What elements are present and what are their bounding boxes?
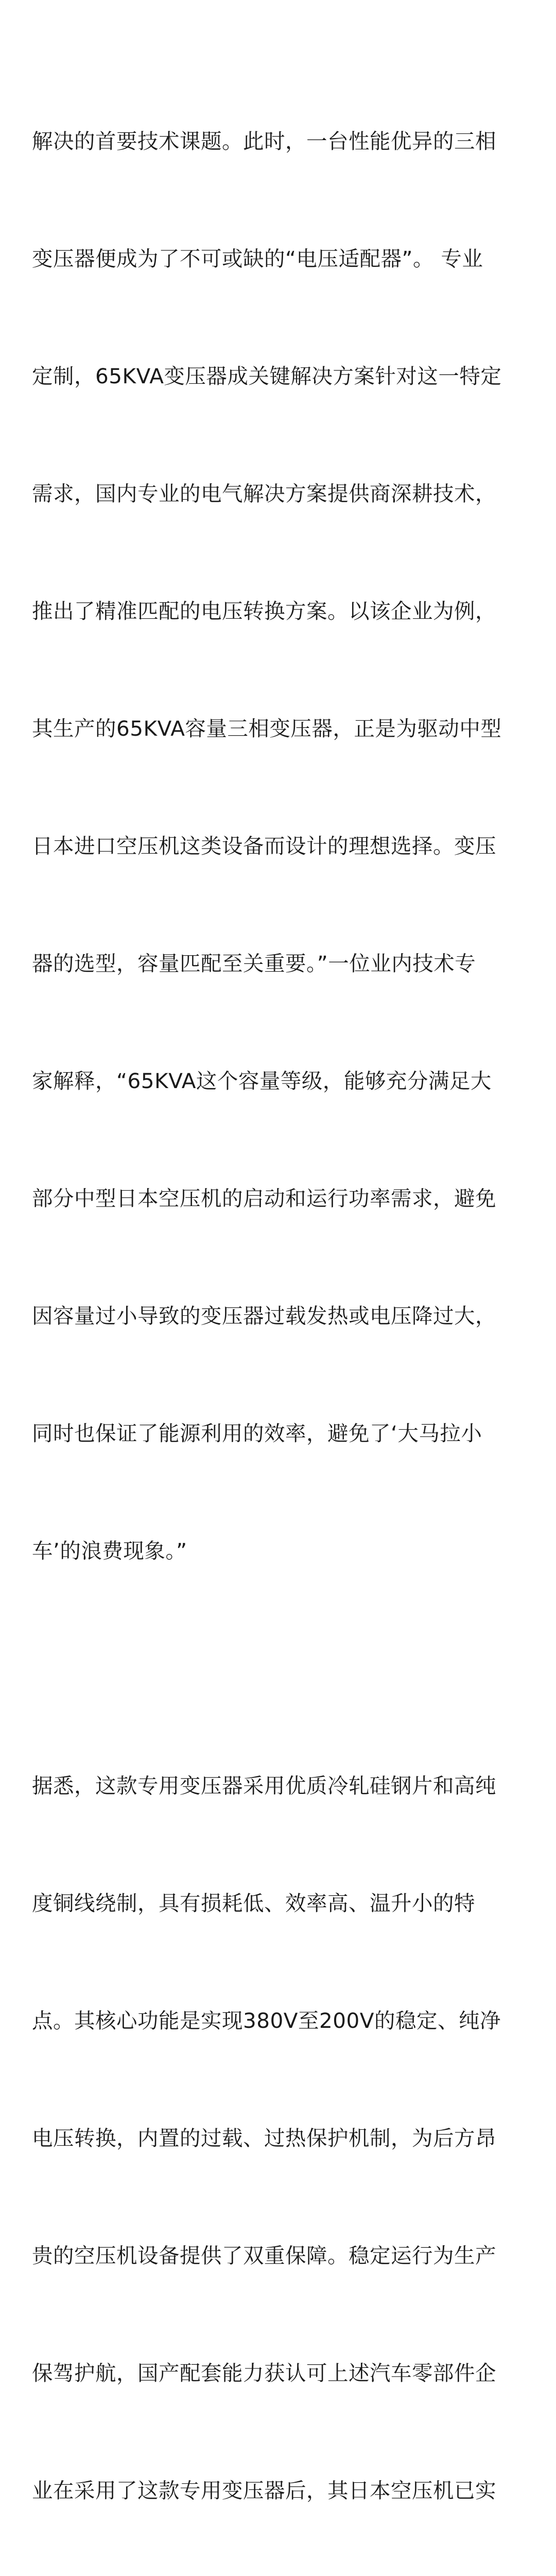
text-line: 解决的首要技术课题。此时，一台性能优异的三相 [32,129,496,154]
paragraph-2 [32,1688,526,2576]
text-line: 变压器便成为了不可或缺的“电压适配器”。 专业 [32,246,483,271]
text-line: 因容量过小导致的变压器过载发热或电压降过大， [32,1303,496,1328]
text-line: 需求，国内专业的电气解决方案提供商深耕技术， [32,481,496,506]
text-line: 保驾护航，国产配套能力获认可上述汽车零部件企 [32,2361,496,2385]
text-line: 定制，65KVA变压器成关键解决方案针对这一特定 [32,364,502,388]
article-body [32,43,526,2576]
text-line: 同时也保证了能源利用的效率，避免了‘大马拉小 [32,1421,482,1446]
text-line: 车’的浪费现象。” [32,1538,187,1563]
text-line: 据悉，这款专用变压器采用优质冷轧硅钢片和高纯 [32,1773,496,1798]
paragraph-spacer [32,1649,526,1688]
text-line: 其生产的65KVA容量三相变压器，正是为驱动中型 [32,716,502,741]
text-line: 度铜线绕制，具有损耗低、效率高、温升小的特 [32,1891,475,1916]
text-line: 电压转换，内置的过载、过热保护机制，为后方昂 [32,2126,496,2150]
text-line: 点。其核心功能是实现380V至200V的稳定、纯净 [32,2008,501,2033]
text-line: 推出了精准匹配的电压转换方案。以该企业为例， [32,599,496,623]
text-line: 器的选型，容量匹配至关重要。”一位业内技术专 [32,951,476,976]
paragraph-1 [32,43,526,1649]
text-line: 贵的空压机设备提供了双重保障。稳定运行为生产 [32,2243,496,2268]
text-line: 家解释，“65KVA这个容量等级，能够充分满足大 [32,1069,492,1093]
text-line: 部分中型日本空压机的启动和运行功率需求，避免 [32,1186,496,1211]
text-line: 业在采用了这款专用变压器后，其日本空压机已实 [32,2478,496,2503]
text-line: 日本进口空压机这类设备而设计的理想选择。变压 [32,834,496,858]
